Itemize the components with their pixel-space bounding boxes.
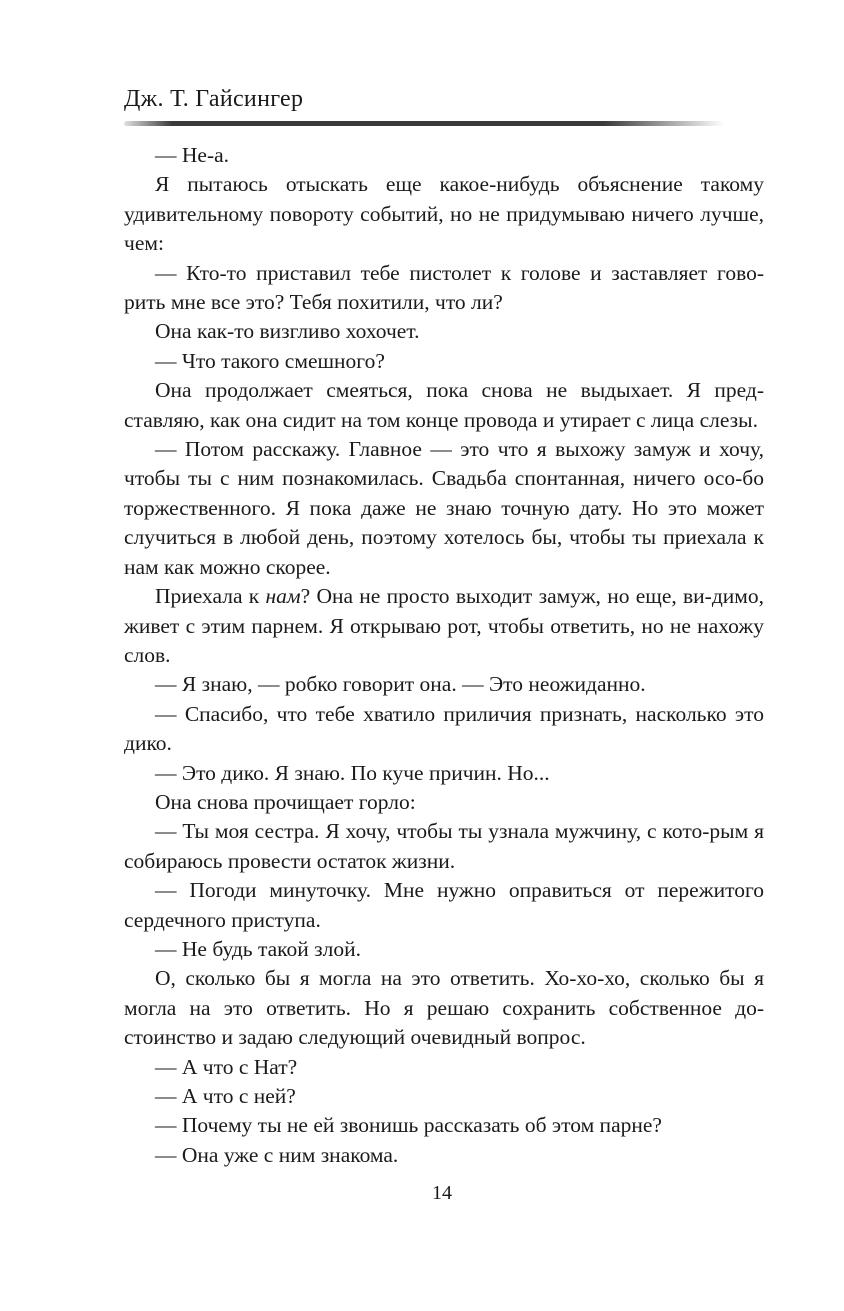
paragraph: — Потом расскажу. Главное — это что я выхожу замуж и хочу, чтобы ты с ним познакомилась. Свадьба спонтанная, ничего осо-бо торжественного. Я пока даже не знаю точную дату. Но это может случиться в любой день, поэтому хотелось бы, чтобы ты приехала к нам как можно скорее.: [124, 437, 764, 579]
running-head-author: Дж. Т. Гайсингер: [124, 86, 304, 112]
header-rule: [124, 121, 724, 126]
paragraph-text: Приехала к: [155, 584, 266, 609]
paragraph: — Спасибо, что тебе хватило приличия признать, насколько это дико.: [124, 701, 764, 756]
paragraph: — Это дико. Я знаю. По куче причин. Но...: [155, 760, 550, 785]
paragraph-text: ? Она не просто выходит замуж, но еще, ви-димо, живет с этим парнем. Я открываю рот, чтобы ответить, но не нахожу слов.: [124, 584, 764, 667]
paragraph: — Она уже с ним знакома.: [155, 1142, 399, 1167]
paragraph: Я пытаюсь отыскать еще какое-нибудь объяснение такому удивительному повороту событий, но не придумываю ничего лучше, чем:: [124, 172, 764, 256]
emphasis-text: нам: [265, 584, 301, 609]
paragraph: — Я знаю, — робко говорит она. — Это неожиданно.: [155, 672, 646, 697]
paragraph: [124, 582, 764, 670]
paragraph: — Погоди минуточку. Мне нужно оправиться от пережитого сердечного приступа.: [124, 878, 764, 932]
paragraph: Она как-то визгливо хохочет.: [155, 319, 420, 344]
paragraph: — Ты моя сестра. Я хочу, чтобы ты узнала мужчину, с кото-рым я собираюсь провести остаток жизни.: [124, 819, 764, 873]
body-text: [124, 141, 764, 1170]
paragraph: — Кто-то приставил тебе пистолет к голове и заставляет гово-рить мне все это? Тебя похитили, что ли?: [124, 260, 764, 315]
paragraph: — Почему ты не ей звонишь рассказать об этом парне?: [155, 1113, 662, 1138]
paragraph: — А что с Нат?: [155, 1054, 298, 1079]
paragraph: — Не-а.: [155, 143, 230, 167]
paragraph: — Не будь такой злой.: [155, 936, 361, 961]
paragraph: — А что с ней?: [155, 1084, 296, 1108]
paragraph: О, сколько бы я могла на это ответить. Хо-хо-хо, сколько бы я могла на это ответить. Но я решаю сохранить собственное до-стоинство и задаю следующий очевидный вопрос.: [124, 966, 764, 1050]
page-number: 14: [432, 1182, 452, 1204]
paragraph: — Что такого смешного?: [155, 348, 385, 373]
paragraph: Она снова прочищает горло:: [155, 789, 416, 814]
paragraph: Она продолжает смеяться, пока снова не выдыхает. Я пред-ставляю, как она сидит на том конце провода и утирает с лица слезы.: [124, 378, 764, 432]
